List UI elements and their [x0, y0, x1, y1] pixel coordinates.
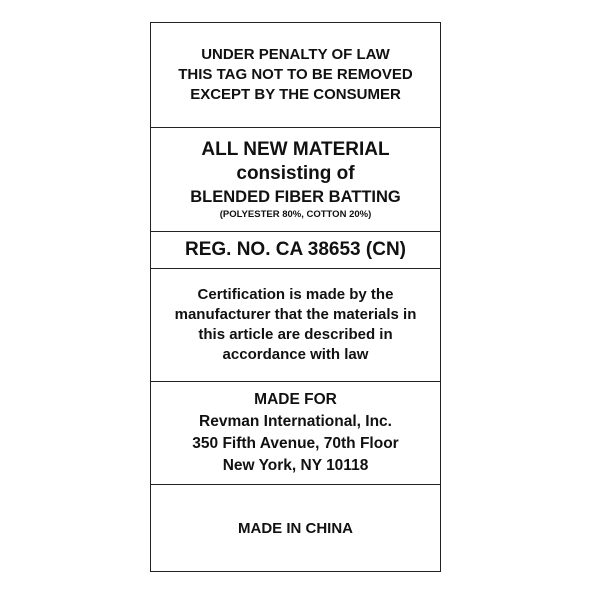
- material-type: BLENDED FIBER BATTING: [190, 187, 401, 206]
- warning-line-1: UNDER PENALTY OF LAW: [201, 46, 390, 63]
- warning-section: [151, 23, 440, 128]
- made-for-city: New York, NY 10118: [222, 457, 369, 474]
- registration-number: REG. NO. CA 38653 (CN): [184, 239, 406, 260]
- origin-section: [151, 485, 440, 571]
- certification-section: [151, 269, 440, 382]
- certification-line-3: this article are described in: [198, 326, 393, 343]
- made-for-company: Revman International, Inc.: [199, 413, 392, 430]
- country-of-origin: MADE IN CHINA: [238, 519, 353, 537]
- made-for-street: 350 Fifth Avenue, 70th Floor: [192, 435, 399, 452]
- made-for-heading: MADE FOR: [254, 391, 337, 408]
- certification-line-4: accordance with law: [222, 346, 369, 363]
- material-consisting-of: consisting of: [236, 162, 355, 184]
- warning-line-3: EXCEPT BY THE CONSUMER: [190, 86, 401, 103]
- material-composition: (POLYESTER 80%, COTTON 20%): [219, 208, 372, 220]
- warning-line-2: THIS TAG NOT TO BE REMOVED: [178, 66, 413, 83]
- registration-section: [151, 232, 440, 269]
- certification-line-1: Certification is made by the: [197, 286, 394, 303]
- material-section: [151, 128, 440, 232]
- made-for-section: [151, 382, 440, 485]
- material-heading: ALL NEW MATERIAL: [201, 138, 390, 160]
- law-tag: [150, 22, 441, 572]
- certification-line-2: manufacturer that the materials in: [174, 306, 417, 323]
